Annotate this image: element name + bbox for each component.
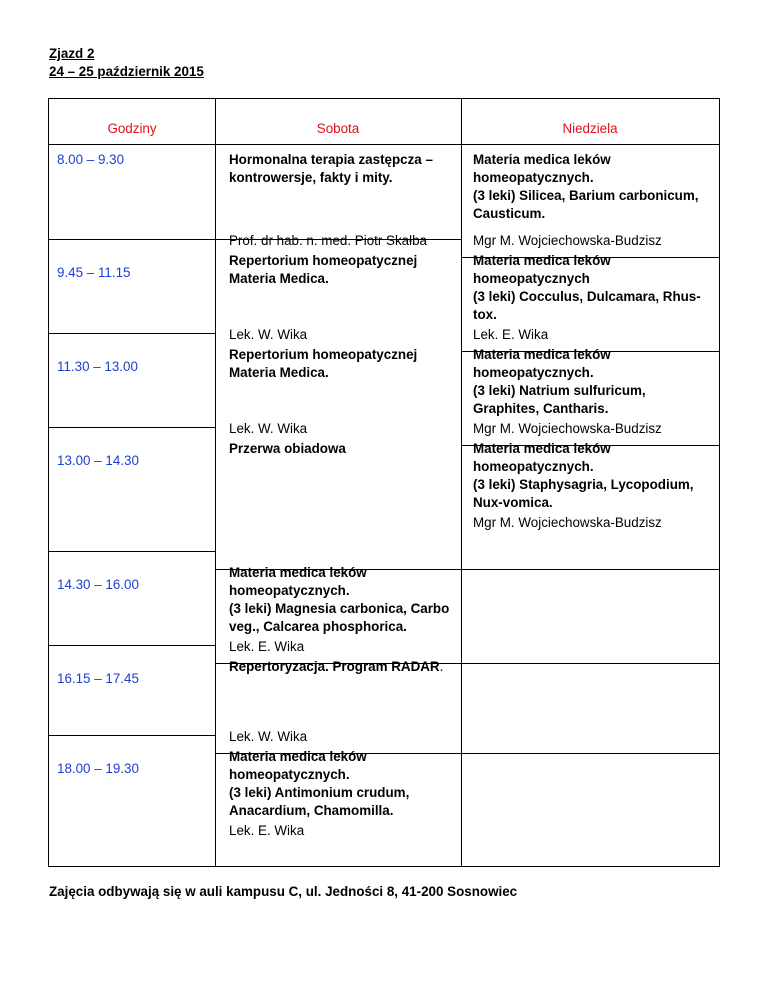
saturday-lecturer: Lek. W. Wika <box>229 729 308 744</box>
saturday-lecture-title: veg., Calcarea phosphorica. <box>229 619 407 634</box>
saturday-lecturer: Lek. W. Wika <box>229 421 308 436</box>
row-divider <box>49 427 215 428</box>
saturday-lecture-title: Repertoryzacja. Program RADAR. <box>229 659 444 674</box>
saturday-lecturer: Lek. E. Wika <box>229 823 305 838</box>
saturday-lecture-title: Hormonalna terapia zastępcza – <box>229 152 433 167</box>
row-divider <box>461 569 719 570</box>
saturday-lecture-title: (3 leki) Magnesia carbonica, Carbo <box>229 601 450 616</box>
sunday-lecturer: Lek. E. Wika <box>473 327 549 342</box>
row-divider <box>461 753 719 754</box>
sunday-lecture-title: homeopatycznych. <box>473 170 594 185</box>
sunday-lecture-title: (3 leki) Natrium sulfuricum, <box>473 383 646 398</box>
saturday-lecturer: Prof. dr hab. n. med. Piotr Skałba <box>229 233 427 248</box>
sunday-lecture-title: Materia medica leków <box>473 253 611 268</box>
location-note: Zajęcia odbywają się w auli kampusu C, ul. Jedności 8, 41-200 Sosnowiec <box>49 884 518 899</box>
time-slot: 11.30 – 13.00 <box>57 359 138 374</box>
saturday-lecture-title: Materia medica leków <box>229 565 367 580</box>
sunday-lecture-title: Nux-vomica. <box>473 495 553 510</box>
time-slot: 8.00 – 9.30 <box>57 152 125 167</box>
time-slot: 14.30 – 16.00 <box>57 577 139 592</box>
time-slot: 16.15 – 17.45 <box>57 671 139 686</box>
row-divider <box>49 333 215 334</box>
column-header-sunday: Niedziela <box>562 121 618 136</box>
sunday-lecture-title: (3 leki) Staphysagria, Lycopodium, <box>473 477 694 492</box>
trailing-punctuation: . <box>439 659 444 674</box>
sunday-lecture-title: Materia medica leków <box>473 152 611 167</box>
column-header-hours: Godziny <box>107 121 157 136</box>
saturday-lecturer: Lek. W. Wika <box>229 327 308 342</box>
column-header-saturday: Sobota <box>316 121 360 136</box>
saturday-lecture-title: (3 leki) Antimonium crudum, <box>229 785 410 800</box>
saturday-lecture-title: homeopatycznych. <box>229 583 350 598</box>
sunday-lecture-title: (3 leki) Silicea, Barium carbonicum, <box>473 188 699 203</box>
column-divider <box>215 99 216 866</box>
sunday-lecture-title: homeopatycznych. <box>473 365 594 380</box>
sunday-lecture-title: homeopatycznych. <box>473 459 594 474</box>
row-divider <box>49 645 215 646</box>
sunday-lecture-title: Materia medica leków <box>473 347 611 362</box>
sunday-lecture-title: Causticum. <box>473 206 546 221</box>
time-slot: 9.45 – 11.15 <box>57 265 131 280</box>
sunday-lecture-title: Materia medica leków <box>473 441 611 456</box>
time-slot: 13.00 – 14.30 <box>57 453 139 468</box>
document-header <box>49 45 204 81</box>
sunday-lecturer: Mgr M. Wojciechowska-Budzisz <box>473 421 662 436</box>
sunday-lecture-title: Graphites, Cantharis. <box>473 401 609 416</box>
row-divider <box>461 663 719 664</box>
schedule-table <box>48 98 720 867</box>
row-divider <box>49 144 719 145</box>
column-divider <box>461 99 462 866</box>
saturday-lecture-title: homeopatycznych. <box>229 767 350 782</box>
meeting-title: Zjazd 2 <box>49 46 95 61</box>
saturday-lecture-title: Materia medica leków <box>229 749 367 764</box>
saturday-lecture-title: Repertorium homeopatycznej <box>229 253 418 268</box>
saturday-lecture-title: Repertorium homeopatycznej <box>229 347 418 362</box>
sunday-lecturer: Mgr M. Wojciechowska-Budzisz <box>473 515 662 530</box>
saturday-lecture-title: Anacardium, Chamomilla. <box>229 803 394 818</box>
meeting-dates: 24 – 25 październik 2015 <box>49 64 204 79</box>
saturday-lecture-title: Materia Medica. <box>229 271 329 286</box>
sunday-lecturer: Mgr M. Wojciechowska-Budzisz <box>473 233 662 248</box>
sunday-lecture-title: tox. <box>473 307 497 322</box>
saturday-lecture-title: Przerwa obiadowa <box>229 441 346 456</box>
time-slot: 18.00 – 19.30 <box>57 761 139 776</box>
sunday-lecture-title: homeopatycznych <box>473 271 590 286</box>
saturday-lecturer: Lek. E. Wika <box>229 639 305 654</box>
saturday-lecture-title: Materia Medica. <box>229 365 329 380</box>
sunday-lecture-title: (3 leki) Cocculus, Dulcamara, Rhus- <box>473 289 701 304</box>
saturday-lecture-title: kontrowersje, fakty i mity. <box>229 170 393 185</box>
row-divider <box>49 735 215 736</box>
row-divider <box>49 551 215 552</box>
